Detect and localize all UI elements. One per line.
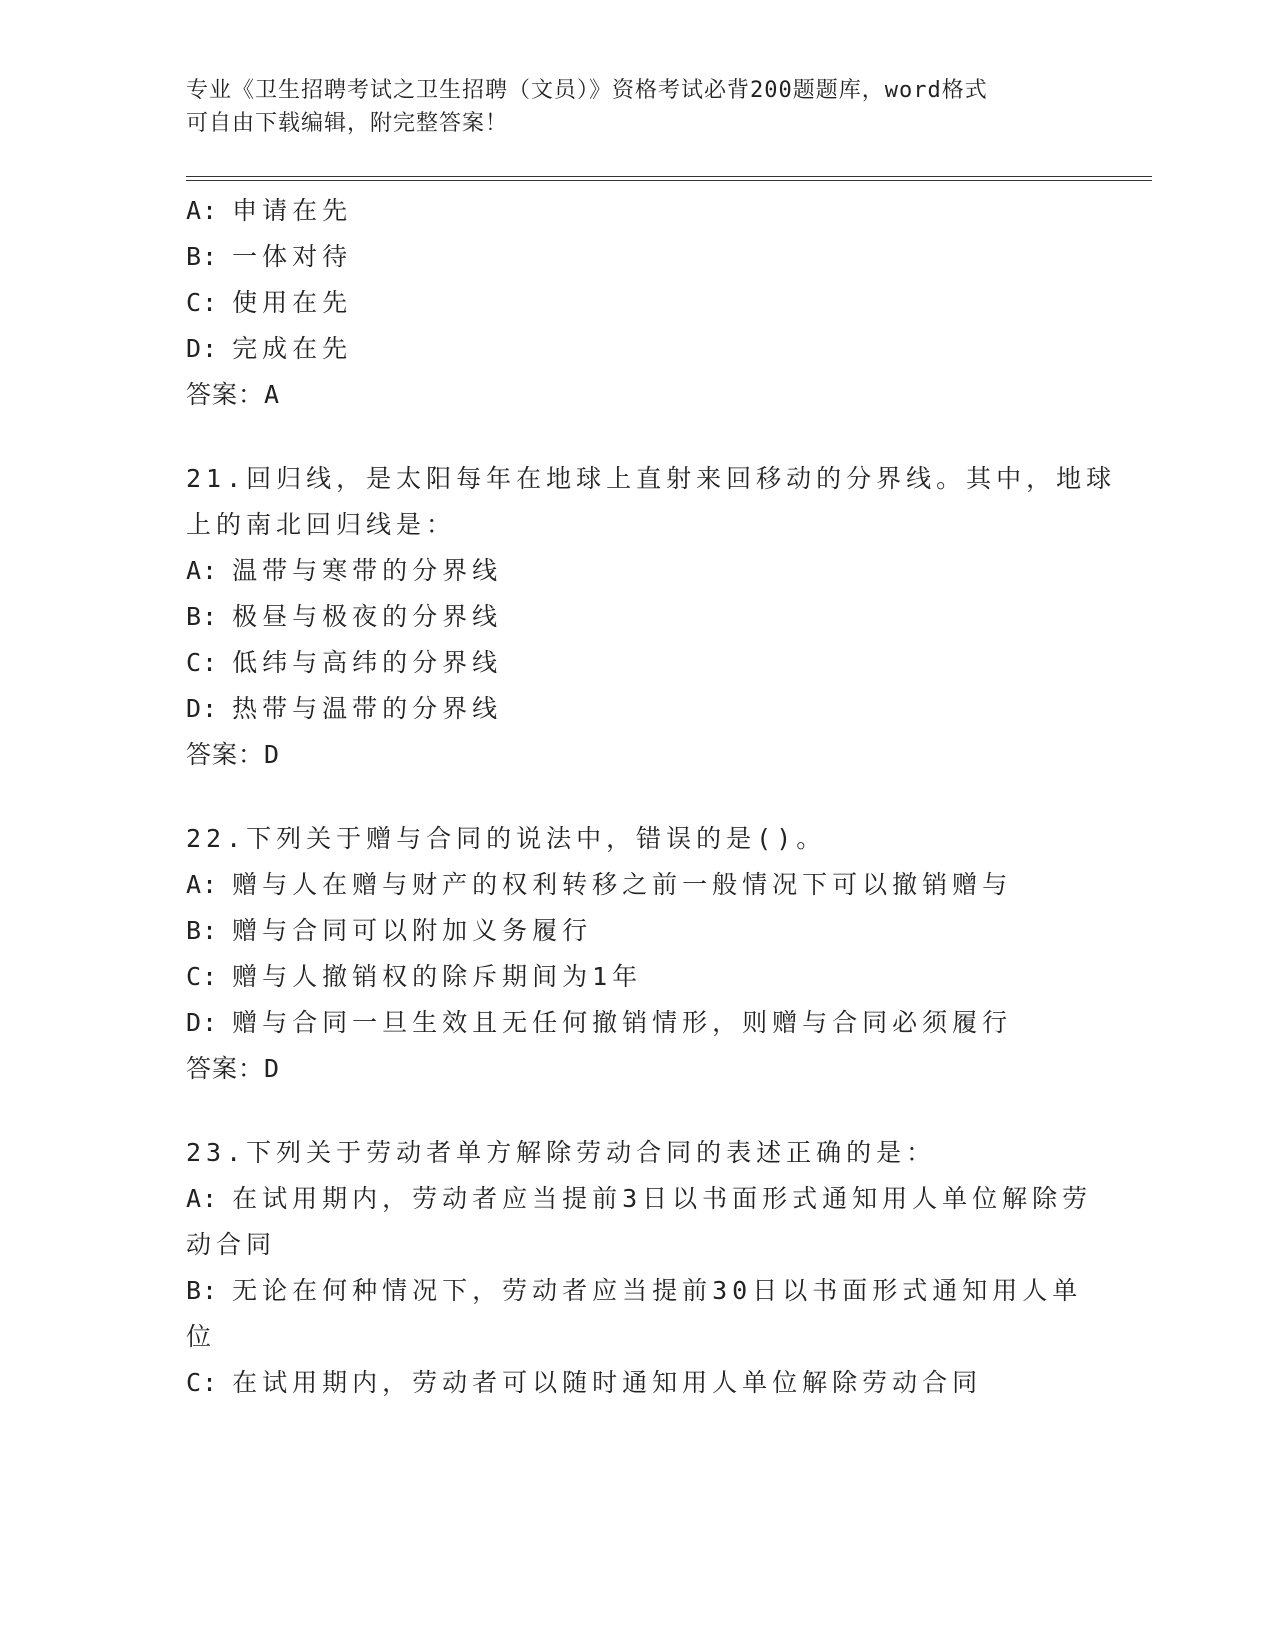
question-stem-cont: 上的南北回归线是： <box>186 510 457 539</box>
question-20 <box>186 188 1086 418</box>
question-23 <box>186 1130 1093 1406</box>
option-b: B: 无论在何种情况下，劳动者应当提前30日以书面形式通知用人单 <box>186 1276 1083 1305</box>
question-21 <box>186 456 1117 778</box>
option-c: C: 赠与人撤销权的除斥期间为1年 <box>186 962 643 991</box>
answer-line: 答案：D <box>186 740 281 769</box>
option-c: C: 在试用期内，劳动者可以随时通知用人单位解除劳动合同 <box>186 1368 983 1397</box>
option-b-cont: 位 <box>186 1322 217 1351</box>
question-list <box>186 188 1117 1406</box>
option-d: D: 热带与温带的分界线 <box>186 694 503 723</box>
option-a: A: 温带与寒带的分界线 <box>186 556 503 585</box>
question-stem: 23.下列关于劳动者单方解除劳动合同的表述正确的是： <box>186 1138 937 1167</box>
header-line-2: 可自由下载编辑，附完整答案！ <box>186 111 509 136</box>
answer-line: 答案：D <box>186 1054 281 1083</box>
option-c: C: 低纬与高纬的分界线 <box>186 648 503 677</box>
question-stem: 22.下列关于赠与合同的说法中，错误的是()。 <box>186 824 827 853</box>
question-22 <box>186 816 1086 1092</box>
option-a-cont: 动合同 <box>186 1230 277 1259</box>
option-d: D: 赠与合同一旦生效且无任何撤销情形，则赠与合同必须履行 <box>186 1008 1013 1037</box>
spacer <box>186 1092 1086 1130</box>
option-c: C: 使用在先 <box>186 288 353 317</box>
spacer <box>186 778 1086 816</box>
option-b: B: 一体对待 <box>186 242 353 271</box>
spacer <box>186 418 1086 456</box>
option-b: B: 赠与合同可以附加义务履行 <box>186 916 593 945</box>
option-a: A: 赠与人在赠与财产的权利转移之前一般情况下可以撤销赠与 <box>186 870 1013 899</box>
option-b: B: 极昼与极夜的分界线 <box>186 602 503 631</box>
header-line-1: 专业《卫生招聘考试之卫生招聘（文员）》资格考试必背200题题库，word格式 <box>186 78 988 103</box>
answer-line: 答案：A <box>186 380 281 409</box>
double-rule <box>186 176 1152 181</box>
option-a: A: 在试用期内，劳动者应当提前3日以书面形式通知用人单位解除劳 <box>186 1184 1093 1213</box>
document-header <box>186 74 1086 140</box>
header-divider <box>186 176 1152 181</box>
option-d: D: 完成在先 <box>186 334 353 363</box>
question-stem: 21.回归线，是太阳每年在地球上直射来回移动的分界线。其中，地球 <box>186 464 1117 493</box>
option-a: A: 申请在先 <box>186 196 353 225</box>
